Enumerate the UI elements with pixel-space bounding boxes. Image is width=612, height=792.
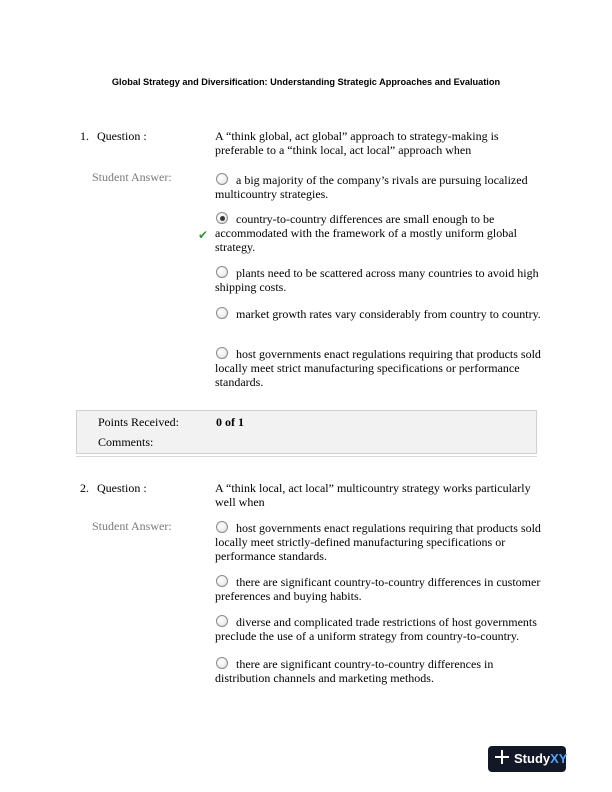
radio-button-icon[interactable] — [216, 575, 228, 587]
radio-button-icon[interactable] — [216, 307, 228, 319]
plus-icon — [495, 750, 509, 764]
answer-option-text: diverse and complicated trade restrictions of host governments preclude the use of a uniform strategy from country-to-country. — [215, 615, 537, 643]
answer-option-text: market growth rates vary considerably from country to country. — [236, 307, 541, 321]
studyxy-logo[interactable] — [488, 746, 566, 772]
logo-suffix: XY — [550, 751, 568, 766]
question-label: Question : — [97, 129, 147, 143]
question-number: 2. — [80, 481, 89, 495]
answer-option-text: a big majority of the company’s rivals are pursuing localized multicountry strategies. — [215, 173, 528, 201]
answer-option[interactable] — [215, 346, 545, 389]
answer-option-text: plants need to be scattered across many countries to avoid high shipping costs. — [215, 266, 539, 294]
answer-option[interactable] — [215, 614, 545, 643]
answer-option[interactable] — [215, 306, 545, 321]
answer-option-text: country-to-country differences are small enough to be accommodated with the framework of a mostly uniform global strategy. — [215, 212, 517, 254]
divider — [76, 456, 537, 457]
radio-button-icon[interactable] — [216, 173, 228, 185]
question-text: A “think local, act local” multicountry strategy works particularly well when — [215, 481, 531, 509]
question-number: 1. — [80, 129, 89, 143]
answer-option[interactable] — [215, 574, 545, 603]
radio-button-icon[interactable] — [216, 266, 228, 278]
points-received-value: 0 of 1 — [216, 415, 244, 429]
answer-option-selected[interactable] — [215, 211, 545, 254]
radio-button-icon[interactable] — [216, 615, 228, 627]
points-received-label: Points Received: — [98, 415, 179, 429]
answer-option[interactable] — [215, 265, 545, 294]
checkmark-icon: ✔ — [198, 228, 209, 242]
answer-option-text: host governments enact regulations requiring that products sold locally meet strict manufacturing specifications or performance standards. — [215, 347, 541, 389]
document-title: Global Strategy and Diversification: Understanding Strategic Approaches and Evaluation — [111, 77, 501, 87]
student-answer-label: Student Answer: — [92, 519, 172, 533]
question-text: A “think global, act global” approach to strategy-making is preferable to a “think local, act local” approach when — [215, 129, 499, 157]
radio-button-selected-icon[interactable] — [216, 212, 228, 224]
answer-option[interactable] — [215, 656, 545, 685]
radio-button-icon[interactable] — [216, 521, 228, 533]
student-answer-label: Student Answer: — [92, 170, 172, 184]
answer-option-text: host governments enact regulations requiring that products sold locally meet strictly-defined manufacturing specifications or performance standards. — [215, 521, 541, 563]
answer-option[interactable] — [215, 172, 545, 201]
radio-button-icon[interactable] — [216, 347, 228, 359]
comments-label: Comments: — [98, 435, 154, 449]
logo-prefix: Study — [514, 751, 551, 766]
answer-option[interactable] — [215, 520, 545, 563]
answer-option-text: there are significant country-to-country differences in customer preferences and buying habits. — [215, 575, 541, 603]
question-label: Question : — [97, 481, 147, 495]
answer-option-text: there are significant country-to-country differences in distribution channels and marketing methods. — [215, 657, 494, 685]
logo-text — [514, 751, 567, 766]
radio-button-icon[interactable] — [216, 657, 228, 669]
